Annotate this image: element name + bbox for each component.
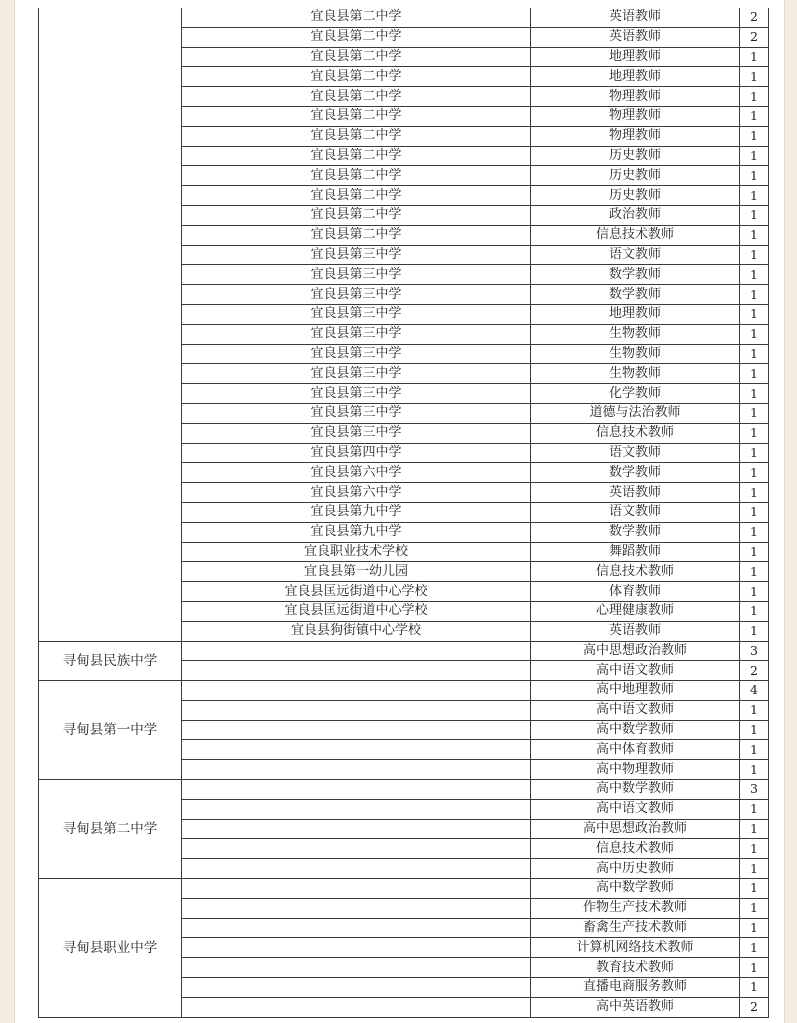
count-cell: 1 bbox=[740, 423, 769, 443]
count-cell: 1 bbox=[740, 700, 769, 720]
count-cell: 1 bbox=[740, 859, 769, 879]
position-cell: 畜禽生产技术教师 bbox=[531, 918, 740, 938]
position-cell: 信息技术教师 bbox=[531, 423, 740, 443]
count-cell: 1 bbox=[740, 483, 769, 503]
count-cell: 1 bbox=[740, 522, 769, 542]
table-row bbox=[39, 879, 769, 899]
school-cell bbox=[182, 681, 531, 701]
count-cell: 1 bbox=[740, 799, 769, 819]
position-cell: 英语教师 bbox=[531, 8, 740, 27]
count-cell: 1 bbox=[740, 344, 769, 364]
position-cell: 数学教师 bbox=[531, 463, 740, 483]
count-cell: 1 bbox=[740, 918, 769, 938]
position-cell: 高中思想政治教师 bbox=[531, 819, 740, 839]
count-cell: 1 bbox=[740, 760, 769, 780]
school-cell: 宜良县第四中学 bbox=[182, 443, 531, 463]
school-cell: 宜良县第二中学 bbox=[182, 8, 531, 27]
count-cell: 1 bbox=[740, 364, 769, 384]
school-cell: 宜良县第二中学 bbox=[182, 106, 531, 126]
position-cell: 高中体育教师 bbox=[531, 740, 740, 760]
count-cell: 1 bbox=[740, 601, 769, 621]
count-cell: 1 bbox=[740, 205, 769, 225]
school-cell: 宜良职业技术学校 bbox=[182, 542, 531, 562]
school-cell bbox=[182, 641, 531, 661]
school-cell bbox=[182, 720, 531, 740]
position-cell: 英语教师 bbox=[531, 621, 740, 641]
position-cell: 语文教师 bbox=[531, 443, 740, 463]
school-cell: 宜良县第三中学 bbox=[182, 324, 531, 344]
count-cell: 1 bbox=[740, 146, 769, 166]
table-row bbox=[39, 8, 769, 27]
position-cell: 高中语文教师 bbox=[531, 799, 740, 819]
count-cell: 1 bbox=[740, 443, 769, 463]
position-cell: 数学教师 bbox=[531, 285, 740, 305]
unit-name-cell: 寻甸县第一中学 bbox=[39, 681, 182, 780]
page-right-margin bbox=[784, 0, 797, 1023]
position-cell: 作物生产技术教师 bbox=[531, 898, 740, 918]
count-cell: 1 bbox=[740, 978, 769, 998]
recruitment-table-body bbox=[39, 8, 769, 1017]
school-cell bbox=[182, 799, 531, 819]
school-cell: 宜良县第二中学 bbox=[182, 166, 531, 186]
unit-name-cell: 寻甸县民族中学 bbox=[39, 641, 182, 681]
count-cell: 2 bbox=[740, 8, 769, 27]
count-cell: 1 bbox=[740, 304, 769, 324]
position-cell: 教育技术教师 bbox=[531, 958, 740, 978]
count-cell: 1 bbox=[740, 621, 769, 641]
district-cell bbox=[39, 8, 182, 641]
table-row bbox=[39, 681, 769, 701]
count-cell: 1 bbox=[740, 166, 769, 186]
school-cell: 宜良县第一幼儿园 bbox=[182, 562, 531, 582]
position-cell: 数学教师 bbox=[531, 522, 740, 542]
position-cell: 生物教师 bbox=[531, 324, 740, 344]
count-cell: 1 bbox=[740, 285, 769, 305]
count-cell: 1 bbox=[740, 403, 769, 423]
count-cell: 1 bbox=[740, 958, 769, 978]
school-cell bbox=[182, 780, 531, 800]
position-cell: 物理教师 bbox=[531, 87, 740, 107]
school-cell bbox=[182, 760, 531, 780]
school-cell: 宜良县狗街镇中心学校 bbox=[182, 621, 531, 641]
position-cell: 体育教师 bbox=[531, 582, 740, 602]
position-cell: 道德与法治教师 bbox=[531, 403, 740, 423]
position-cell: 英语教师 bbox=[531, 27, 740, 47]
school-cell: 宜良县第三中学 bbox=[182, 364, 531, 384]
school-cell bbox=[182, 898, 531, 918]
school-cell: 宜良县第三中学 bbox=[182, 344, 531, 364]
count-cell: 1 bbox=[740, 186, 769, 206]
count-cell: 2 bbox=[740, 997, 769, 1017]
count-cell: 1 bbox=[740, 245, 769, 265]
school-cell: 宜良县第二中学 bbox=[182, 47, 531, 67]
position-cell: 高中思想政治教师 bbox=[531, 641, 740, 661]
count-cell: 1 bbox=[740, 740, 769, 760]
position-cell: 高中数学教师 bbox=[531, 720, 740, 740]
position-cell: 高中历史教师 bbox=[531, 859, 740, 879]
school-cell bbox=[182, 740, 531, 760]
count-cell: 1 bbox=[740, 839, 769, 859]
position-cell: 高中地理教师 bbox=[531, 681, 740, 701]
school-cell bbox=[182, 879, 531, 899]
count-cell: 1 bbox=[740, 542, 769, 562]
school-cell bbox=[182, 978, 531, 998]
school-cell: 宜良县第二中学 bbox=[182, 146, 531, 166]
count-cell: 1 bbox=[740, 126, 769, 146]
school-cell: 宜良县第二中学 bbox=[182, 87, 531, 107]
position-cell: 信息技术教师 bbox=[531, 839, 740, 859]
position-cell: 信息技术教师 bbox=[531, 225, 740, 245]
position-cell: 地理教师 bbox=[531, 67, 740, 87]
position-cell: 高中语文教师 bbox=[531, 661, 740, 681]
count-cell: 1 bbox=[740, 106, 769, 126]
position-cell: 历史教师 bbox=[531, 146, 740, 166]
school-cell: 宜良县第二中学 bbox=[182, 186, 531, 206]
count-cell: 1 bbox=[740, 265, 769, 285]
count-cell: 1 bbox=[740, 898, 769, 918]
count-cell: 2 bbox=[740, 27, 769, 47]
count-cell: 1 bbox=[740, 225, 769, 245]
count-cell: 1 bbox=[740, 87, 769, 107]
count-cell: 1 bbox=[740, 720, 769, 740]
count-cell: 1 bbox=[740, 819, 769, 839]
count-cell: 1 bbox=[740, 502, 769, 522]
count-cell: 1 bbox=[740, 582, 769, 602]
school-cell: 宜良县第六中学 bbox=[182, 463, 531, 483]
school-cell: 宜良县第三中学 bbox=[182, 384, 531, 404]
school-cell bbox=[182, 859, 531, 879]
table-row bbox=[39, 780, 769, 800]
position-cell: 高中数学教师 bbox=[531, 879, 740, 899]
table-row bbox=[39, 641, 769, 661]
school-cell: 宜良县匡远街道中心学校 bbox=[182, 582, 531, 602]
position-cell: 直播电商服务教师 bbox=[531, 978, 740, 998]
count-cell: 3 bbox=[740, 641, 769, 661]
position-cell: 化学教师 bbox=[531, 384, 740, 404]
school-cell bbox=[182, 958, 531, 978]
position-cell: 地理教师 bbox=[531, 304, 740, 324]
count-cell: 1 bbox=[740, 67, 769, 87]
school-cell: 宜良县第三中学 bbox=[182, 285, 531, 305]
school-cell: 宜良县第三中学 bbox=[182, 265, 531, 285]
recruitment-table bbox=[38, 8, 769, 1018]
school-cell: 宜良县第三中学 bbox=[182, 304, 531, 324]
position-cell: 计算机网络技术教师 bbox=[531, 938, 740, 958]
count-cell: 3 bbox=[740, 780, 769, 800]
position-cell: 语文教师 bbox=[531, 245, 740, 265]
count-cell: 1 bbox=[740, 47, 769, 67]
school-cell: 宜良县第三中学 bbox=[182, 245, 531, 265]
position-cell: 地理教师 bbox=[531, 47, 740, 67]
position-cell: 数学教师 bbox=[531, 265, 740, 285]
school-cell: 宜良县第九中学 bbox=[182, 522, 531, 542]
count-cell: 1 bbox=[740, 463, 769, 483]
school-cell: 宜良县第二中学 bbox=[182, 27, 531, 47]
school-cell: 宜良县第六中学 bbox=[182, 483, 531, 503]
position-cell: 物理教师 bbox=[531, 106, 740, 126]
unit-name-cell: 寻甸县职业中学 bbox=[39, 879, 182, 1018]
count-cell: 1 bbox=[740, 938, 769, 958]
count-cell: 2 bbox=[740, 661, 769, 681]
position-cell: 生物教师 bbox=[531, 344, 740, 364]
position-cell: 高中语文教师 bbox=[531, 700, 740, 720]
school-cell: 宜良县第三中学 bbox=[182, 423, 531, 443]
position-cell: 高中物理教师 bbox=[531, 760, 740, 780]
school-cell: 宜良县匡远街道中心学校 bbox=[182, 601, 531, 621]
position-cell: 心理健康教师 bbox=[531, 601, 740, 621]
count-cell: 1 bbox=[740, 562, 769, 582]
school-cell: 宜良县第九中学 bbox=[182, 502, 531, 522]
position-cell: 高中英语教师 bbox=[531, 997, 740, 1017]
count-cell: 1 bbox=[740, 879, 769, 899]
school-cell bbox=[182, 938, 531, 958]
count-cell: 4 bbox=[740, 681, 769, 701]
position-cell: 历史教师 bbox=[531, 186, 740, 206]
school-cell bbox=[182, 918, 531, 938]
position-cell: 物理教师 bbox=[531, 126, 740, 146]
position-cell: 信息技术教师 bbox=[531, 562, 740, 582]
school-cell bbox=[182, 661, 531, 681]
school-cell: 宜良县第二中学 bbox=[182, 67, 531, 87]
count-cell: 1 bbox=[740, 384, 769, 404]
position-cell: 语文教师 bbox=[531, 502, 740, 522]
unit-name-cell: 寻甸县第二中学 bbox=[39, 780, 182, 879]
school-cell bbox=[182, 700, 531, 720]
position-cell: 舞蹈教师 bbox=[531, 542, 740, 562]
school-cell bbox=[182, 819, 531, 839]
school-cell bbox=[182, 839, 531, 859]
school-cell bbox=[182, 997, 531, 1017]
school-cell: 宜良县第三中学 bbox=[182, 403, 531, 423]
position-cell: 历史教师 bbox=[531, 166, 740, 186]
position-cell: 高中数学教师 bbox=[531, 780, 740, 800]
count-cell: 1 bbox=[740, 324, 769, 344]
school-cell: 宜良县第二中学 bbox=[182, 126, 531, 146]
position-cell: 政治教师 bbox=[531, 205, 740, 225]
position-cell: 英语教师 bbox=[531, 483, 740, 503]
position-cell: 生物教师 bbox=[531, 364, 740, 384]
school-cell: 宜良县第二中学 bbox=[182, 205, 531, 225]
school-cell: 宜良县第二中学 bbox=[182, 225, 531, 245]
page-left-margin bbox=[0, 0, 15, 1023]
